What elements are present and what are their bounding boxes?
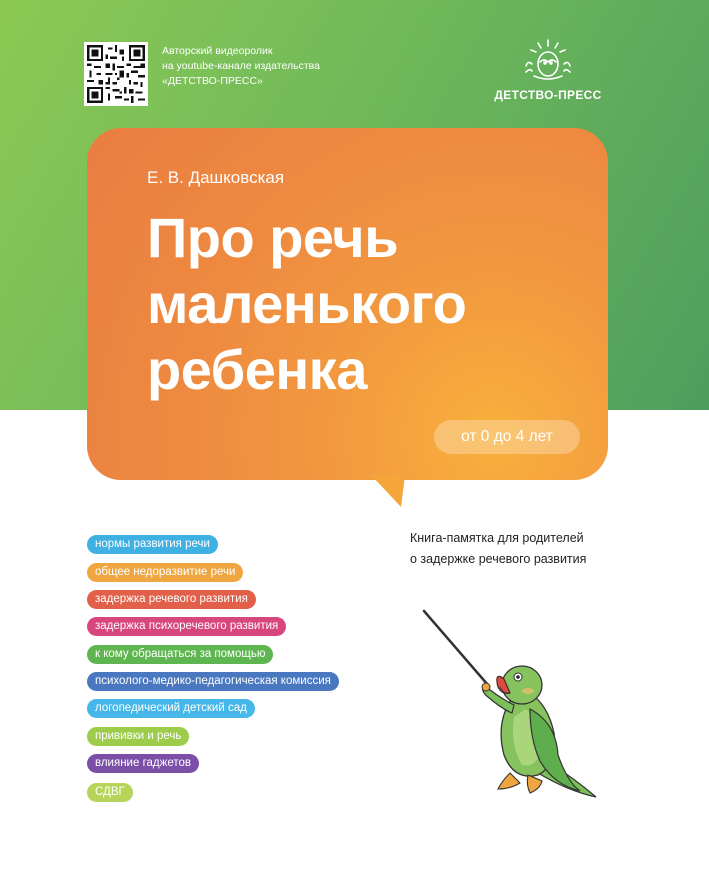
topic-tag: к кому обращаться за помощью <box>87 645 273 664</box>
topic-tag: нормы развития речи <box>87 535 218 554</box>
publisher-block <box>488 38 608 102</box>
book-title <box>147 205 466 403</box>
speech-bubble-tail <box>371 475 405 507</box>
title-line: Про речь <box>147 206 399 269</box>
subtitle-line: Книга-памятка для родителей <box>410 531 584 545</box>
topic-tag: СДВГ <box>87 783 133 802</box>
topic-tag: влияние гаджетов <box>87 754 199 773</box>
topic-tag: общее недоразвитие речи <box>87 563 243 582</box>
publisher-logo-icon <box>518 38 578 82</box>
author-name: Е. В. Дашковская <box>147 168 285 187</box>
book-subtitle <box>410 528 586 570</box>
parrot-teacher-illustration <box>418 605 608 805</box>
video-note-line: «ДЕТСТВО-ПРЕСС» <box>162 75 263 87</box>
subtitle-line: о задержке речевого развития <box>410 552 587 566</box>
video-note <box>162 44 362 89</box>
topic-tag: логопедический детский сад <box>87 699 255 718</box>
video-note-line: на youtube-канале издательства <box>162 60 320 72</box>
title-line: маленького <box>147 272 467 335</box>
video-note-line: Авторский видеоролик <box>162 45 273 57</box>
qr-code-icon[interactable] <box>84 42 148 106</box>
publisher-name: ДЕТСТВО-ПРЕСС <box>494 88 602 102</box>
topic-tag: задержка психоречевого развития <box>87 617 286 636</box>
topic-tag: задержка речевого развития <box>87 590 256 609</box>
title-line: ребенка <box>147 338 367 401</box>
topic-tag: психолого-медико-педагогическая комиссия <box>87 672 339 691</box>
topic-tag: прививки и речь <box>87 727 189 746</box>
age-range-badge: от 0 до 4 лет <box>434 420 580 454</box>
